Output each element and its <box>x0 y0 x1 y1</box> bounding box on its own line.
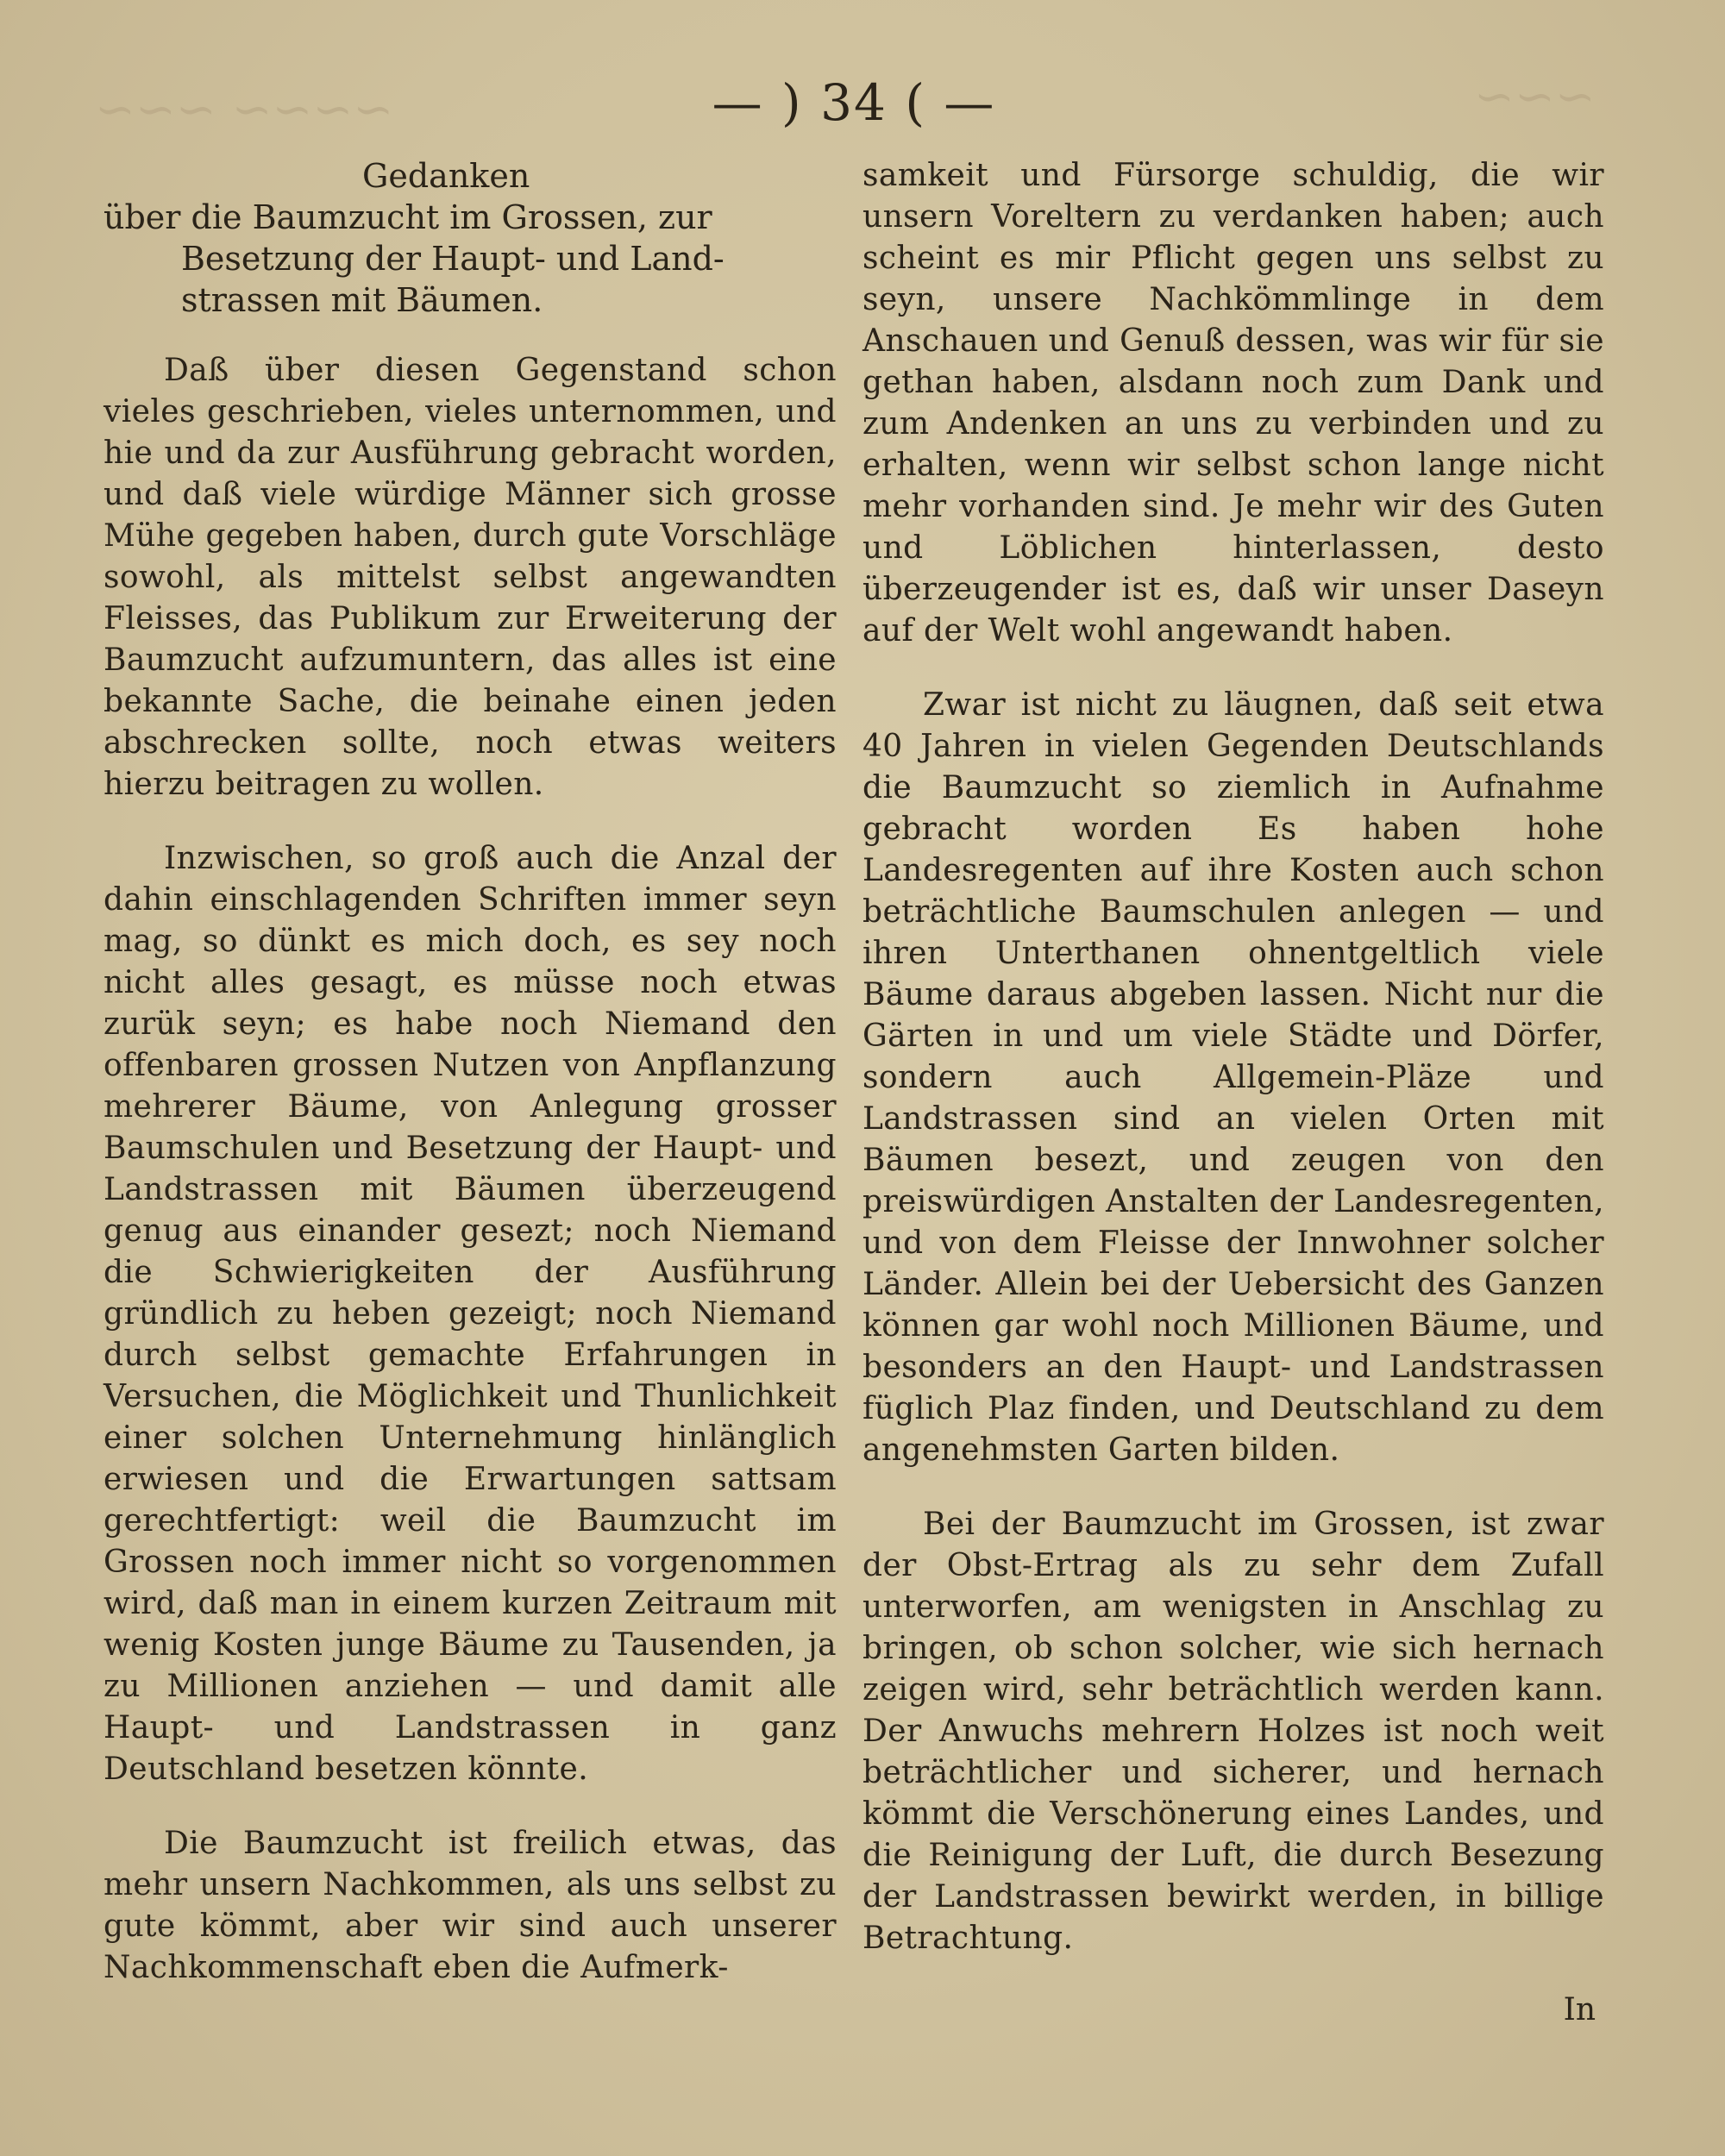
title-line-2: über die Baumzucht im Grossen, zur <box>104 198 712 236</box>
paragraph: Daß über diesen Gegenstand schon vieles geschrieben, vieles unternommen, und hie und da zur Ausführung gebracht worden, und daß viele würdige Männer sich grosse Mühe gegeben haben, durch gute Vorschläge sowohl, als mittelst selbst angewandten Fleisses, das Publikum zur Erweiterung der Baumzucht aufzumuntern, das alles ist eine bekannte Sache, die beinahe einen jeden abschrecken sollte, noch etwas weiters hierzu beitragen zu wollen. <box>104 353 837 802</box>
title-line-3: Besetzung der Haupt- und Land- <box>181 240 724 278</box>
paragraph: Bei der Baumzucht im Grossen, ist zwar der Obst-Ertrag als zu sehr dem Zufall unterworfen, am wenigsten in Anschlag zu bringen, ob schon solcher, wie sich hernach zeigen wird, sehr beträchtlich werden kann. Der Anwuchs mehrern Holzes ist noch weit beträchtlicher und sicherer, und hernach kömmt die Verschönerung eines Landes, und die Reinigung der Luft, die durch Besezung der Landstrassen bewirkt werden, in billige Betrachtung. <box>862 1507 1604 1956</box>
paragraph: Inzwischen, so groß auch die Anzal der dahin einschlagenden Schriften immer seyn mag, so dünkt es mich doch, es sey noch nicht alles gesagt, es müsse noch etwas zurük seyn; es habe noch Niemand den offenbaren grossen Nutzen von Anpflanzung mehrerer Bäume, von Anlegung grosser Baumschulen und Besetzung der Haupt- und Landstrassen mit Bäumen überzeugend genug aus einander gesezt; noch Niemand die Schwierigkeiten der Ausführung gründlich zu heben gezeigt; noch Niemand durch selbst gemachte Erfahrungen in Versuchen, die Möglichkeit und Thunlichkeit einer solchen Unternehmung hinlänglich erwiesen und die Erwartungen sattsam gerechtfertigt: weil die Baumzucht im Grossen noch immer nicht so vorgenommen wird, daß man in einem kurzen Zeitraum mit wenig Kosten junge Bäume zu Tausenden, ja zu Millionen anziehen — und damit alle Haupt- und Landstrassen in ganz Deutschland besetzen könnte. <box>104 841 837 1787</box>
paragraph: Zwar ist nicht zu läugnen, daß seit etwa 40 Jahren in vielen Gegenden Deutschlands die Baumzucht so ziemlich in Aufnahme gebracht worden Es haben hohe Landesregenten auf ihre Kosten auch schon beträchtliche Baumschulen anlegen — und ihren Unterthanen ohnentgeltlich viele Bäume daraus abgeben lassen. Nicht nur die Gärten in und um viele Städte und Dörfer, sondern auch Allgemein-Pläze und Landstrassen sind an vielen Orten mit Bäumen besezt, und zeugen von den preiswürdigen Anstalten der Landesregenten, und von dem Fleisse der Innwohner solcher Länder. Allein bei der Uebersicht des Ganzen können gar wohl noch Millionen Bäume, und besonders an den Haupt- und Landstrassen füglich Plaz finden, und Deutschland zu dem angenehmsten Garten bilden. <box>862 687 1604 1468</box>
bleed-through-ink-right: ~~~ <box>1474 69 1596 125</box>
article-title <box>104 155 837 321</box>
title-line-1: Gedanken <box>362 157 530 195</box>
catchword: In <box>1563 1992 1596 2028</box>
right-column <box>862 155 1604 2028</box>
title-line-4: strassen mit Bäumen. <box>181 281 543 319</box>
page-number: — ) 34 ( — <box>712 73 996 132</box>
left-column <box>104 155 837 2021</box>
paragraph-continued: samkeit und Fürsorge schuldig, die wir unsern Voreltern zu verdanken haben; auch scheint es mir Pflicht gegen uns selbst zu seyn, unsere Nachkömmlinge in dem Anschauen und Genuß dessen, was wir für sie gethan haben, alsdann noch zum Dank und zum Andenken an uns zu verbinden und zu erhalten, wenn wir selbst schon lange nicht mehr vorhanden sind. Je mehr wir des Guten und Löblichen hinterlassen, desto überzeugender ist es, daß wir unser Daseyn auf der Welt wohl angewandt haben. <box>862 158 1604 649</box>
paragraph: Die Baumzucht ist freilich etwas, das mehr unsern Nachkommen, als uns selbst zu gute kömmt, aber wir sind auch unserer Nachkommenschaft eben die Aufmerk- <box>104 1826 837 1985</box>
bleed-through-ink: ~~~~ ~~~ <box>95 82 394 138</box>
